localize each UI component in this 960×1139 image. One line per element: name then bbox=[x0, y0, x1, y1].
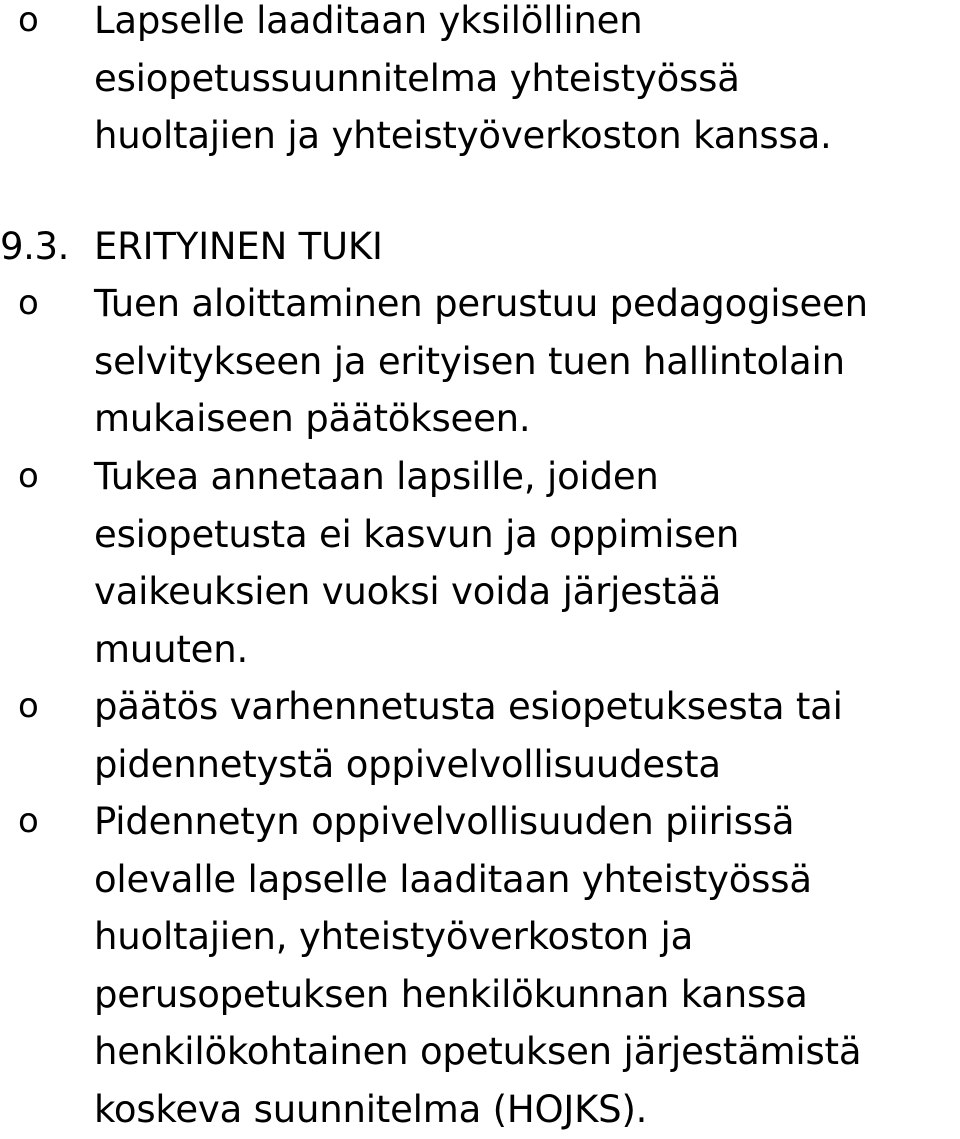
text-line: koskeva suunnitelma (HOJKS). bbox=[94, 1087, 648, 1131]
text-line: perusopetuksen henkilökunnan kanssa bbox=[94, 972, 808, 1016]
list-item-text bbox=[94, 678, 960, 793]
text-line: muuten. bbox=[94, 627, 249, 671]
text-line: Tukea annetaan lapsille, joiden bbox=[94, 455, 659, 498]
bullet-marker: o bbox=[18, 0, 39, 40]
bullet-marker: o bbox=[18, 283, 39, 323]
list-item-text bbox=[94, 275, 960, 448]
text-line: mukaiseen päätökseen. bbox=[94, 397, 531, 441]
text-line: päätös varhennetusta esiopetuksesta tai bbox=[94, 685, 843, 728]
text-line: esiopetussuunnitelma yhteistyössä bbox=[94, 56, 740, 100]
text-line: selvitykseen ja erityisen tuen hallintolain bbox=[94, 339, 845, 383]
bullet-marker: o bbox=[18, 456, 39, 496]
text-line: huoltajien ja yhteistyöverkoston kanssa. bbox=[94, 114, 832, 158]
text-line: vaikeuksien vuoksi voida järjestää bbox=[94, 570, 722, 614]
section-number: 9.3. bbox=[0, 225, 70, 268]
text-line: huoltajien, yhteistyöverkoston ja bbox=[94, 915, 694, 959]
text-line: Pidennetyn oppivelvollisuuden piirissä bbox=[94, 800, 795, 843]
section-title-wrap bbox=[94, 218, 960, 276]
text-line: pidennetystä oppivelvollisuudesta bbox=[94, 742, 721, 786]
list-item-text bbox=[94, 448, 960, 678]
text-line: henkilökohtainen opetuksen järjestämistä bbox=[94, 1030, 862, 1074]
bullet-marker: o bbox=[18, 801, 39, 841]
text-line: olevalle lapselle laaditaan yhteistyössä bbox=[94, 857, 812, 901]
text-line: Lapselle laaditaan yksilöllinen bbox=[94, 0, 643, 42]
section-title: ERITYINEN TUKI bbox=[94, 225, 383, 268]
list-item-text bbox=[94, 793, 960, 1139]
bullet-marker: o bbox=[18, 686, 39, 726]
text-line: Tuen aloittaminen perustuu pedagogiseen bbox=[94, 282, 868, 325]
text-line: esiopetusta ei kasvun ja oppimisen bbox=[94, 512, 740, 556]
list-item-text bbox=[94, 0, 960, 165]
